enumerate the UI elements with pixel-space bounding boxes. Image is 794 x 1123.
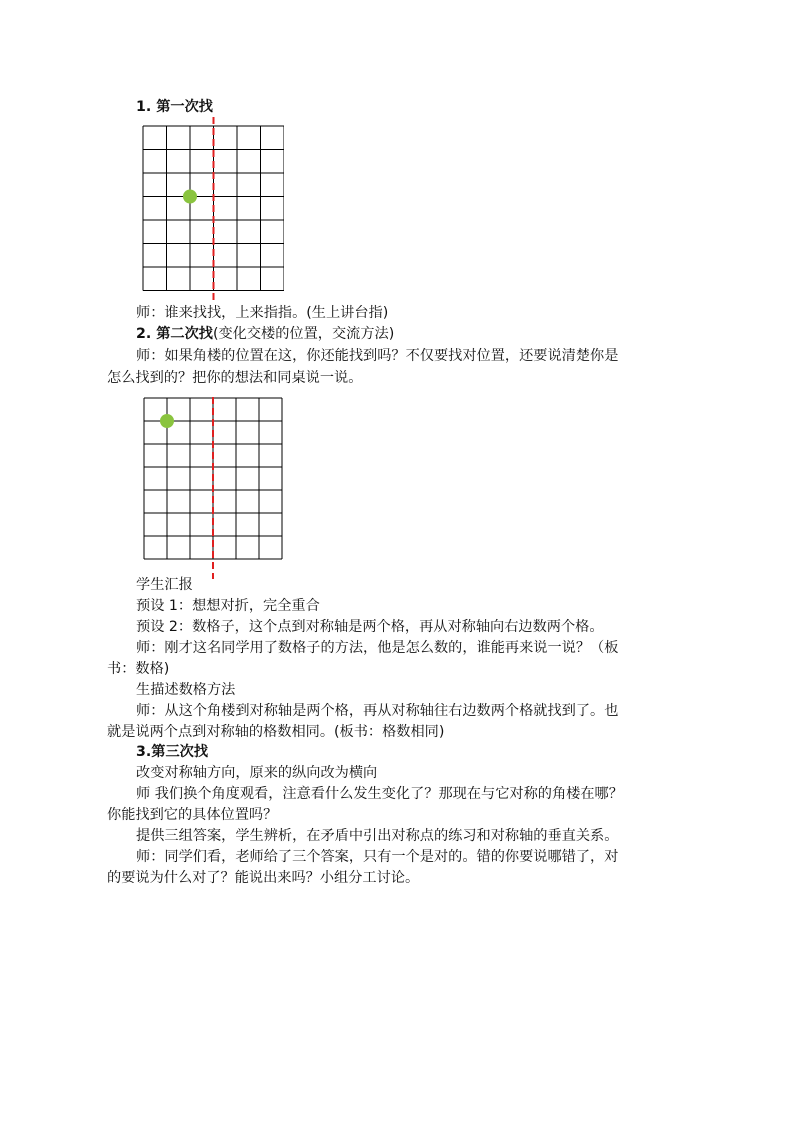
teacher-line-counting-1: 师：刚才这名同学用了数格子的方法，他是怎么数的，谁能再来说一说？（板 — [136, 640, 619, 656]
section-3-line-5: 师：同学们看，老师给了三个答案，只有一个是对的。错的你要说哪错了，对 — [136, 849, 619, 865]
preset-1: 预设 1：想想对折，完全重合 — [136, 598, 320, 614]
section-3-line-3: 你能找到它的具体位置吗？ — [107, 807, 278, 823]
section-3-line-6: 的要说为什么对了？能说出来吗？小组分工讨论。 — [107, 870, 420, 886]
corner-tower-dot — [160, 414, 174, 428]
teacher-summary-1: 师：从这个角楼到对称轴是两个格，再从对称轴往右边数两个格就找到了。也 — [136, 703, 619, 719]
section-3-heading: 3.第三次找 — [136, 744, 209, 760]
grid-2-svg — [143, 397, 283, 583]
preset-2: 预设 2：数格子，这个点到对称轴是两个格，再从对称轴向右边数两个格。 — [136, 619, 604, 635]
student-report: 学生汇报 — [136, 577, 193, 593]
teacher-summary-2: 就是说两个点到对称轴的格数相同。(板书：格数相同) — [107, 724, 445, 740]
section-3-line-1: 改变对称轴方向，原来的纵向改为横向 — [136, 765, 378, 781]
grid-1 — [142, 117, 284, 303]
section-2-teacher-line-1: 师：如果角楼的位置在这，你还能找到吗？不仅要找对位置，还要说清楚你是 — [136, 348, 619, 364]
grid-1-svg — [142, 117, 284, 303]
student-describes: 生描述数格方法 — [136, 682, 236, 698]
section-3-line-2: 师 我们换个角度观看，注意看什么发生变化了？那现在与它对称的角楼在哪？ — [136, 786, 623, 802]
corner-tower-dot — [183, 190, 197, 204]
section-2-teacher-line-2: 怎么找到的？把你的想法和同桌说一说。 — [107, 370, 363, 386]
section-2-heading: 2. 第二次找(变化交楼的位置，交流方法) — [136, 326, 395, 342]
grid-1-teacher-line: 师：谁来找找，上来指指。(生上讲台指) — [136, 305, 389, 321]
section-3-line-4: 提供三组答案，学生辨析，在矛盾中引出对称点的练习和对称轴的垂直关系。 — [136, 828, 619, 844]
grid-2 — [143, 397, 283, 583]
teacher-line-counting-2: 书：数格) — [107, 661, 170, 677]
section-1-heading: 1. 第一次找 — [136, 99, 213, 115]
